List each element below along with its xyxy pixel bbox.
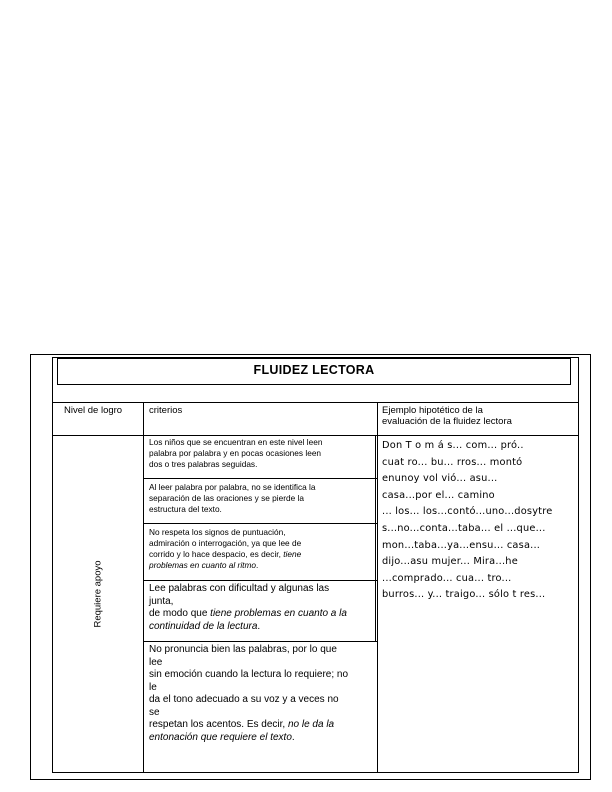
table-right-border (578, 357, 579, 773)
ejemplo-line: dijo...asu mujer... Mira...he (382, 556, 518, 568)
criterio-2-line-1: Al leer palabra por palabra, no se identifica la (149, 482, 316, 492)
criterio-3-line-4-end: . (256, 560, 259, 570)
criterio-4-line-3 (149, 608, 373, 621)
table-bottom-line (52, 772, 579, 773)
criterio-5-line-2: lee (149, 656, 163, 668)
ejemplo-line: s...no...conta...taba... el ...que... (382, 522, 546, 534)
column-divider-1 (143, 403, 144, 773)
criterio-3-line-3 (149, 549, 373, 560)
ejemplo-line: enunoy vol vió... asu... (382, 473, 498, 485)
criterio-3-line-1: No respeta los signos de puntuación, (149, 527, 286, 537)
criterio-2-line-2: separación de las oraciones y se pierde la (149, 493, 304, 503)
table-left-border (52, 357, 53, 773)
criteria-divider-3 (143, 580, 377, 581)
criterio-5-line-1: No pronuncia bien las palabras, por lo que (149, 644, 337, 655)
column-divider-2 (377, 403, 378, 773)
criterio-3-line-2: admiración o interrogación, ya que lee de (149, 538, 302, 548)
criterio-1-line-1: Los niños que se encuentran en este nivel leen (149, 437, 323, 447)
criterio-5-line-5: da el tono adecuado a su voz y a veces no (149, 694, 339, 705)
criterio-5-line-6: se (149, 706, 160, 718)
ejemplo-lectura (382, 438, 572, 604)
criterio-5-line-3: sin emoción cuando la lectura lo requiere; no (149, 669, 349, 680)
criterio-5-line-7-italic: no le da la (287, 719, 335, 730)
criterio-3 (149, 527, 373, 571)
criterio-5-line-8-italic: entonación que requiere el texto (149, 731, 292, 743)
criterio-4-line-4-italic: continuidad de la lectura (149, 620, 258, 632)
criterio-4 (149, 583, 373, 633)
ejemplo-line: cuat ro... bu... rros... montó (382, 456, 523, 468)
criterio-4-line-1: Lee palabras con dificultad y algunas las (149, 583, 330, 594)
criterio-4-line-3-italic: tiene problemas en cuanto a la (210, 608, 347, 619)
criterio-1-line-3: dos o tres palabras seguidas. (149, 459, 258, 469)
criterio-1 (149, 437, 373, 470)
criteria-divider-2 (143, 523, 377, 524)
criterio-2 (149, 482, 373, 515)
header-ejemplo-line-2: evaluación de la fluidez lectora (382, 416, 512, 427)
criteria-inner-right-line (375, 435, 376, 641)
criterio-3-line-4-italic: problemas en cuanto al ritmo (149, 560, 256, 570)
criterio-5-line-4: le (149, 681, 157, 693)
header-nivel-de-logro: Nivel de logro (64, 405, 123, 416)
ejemplo-line: mon...taba...ya...ensu... casa... (382, 539, 541, 551)
ejemplo-line: ... los... los...contó...uno...dosytre (382, 506, 553, 518)
criterio-3-line-3-text: corrido y lo hace despacio, es decir, (149, 549, 284, 559)
criterio-4-line-3-text: de modo que (149, 608, 211, 619)
level-requiere-apoyo: Requiere apoyo (92, 560, 104, 628)
header-ejemplo (382, 405, 512, 427)
ejemplo-line: Don T o m á s... com... pró.. (382, 440, 524, 451)
criterio-1-line-2: palabra por palabra y en pocas ocasiones leen (149, 448, 322, 458)
criterio-4-line-4-end: . (257, 620, 261, 632)
criterio-5-line-8-end: . (291, 731, 295, 743)
criterio-3-line-3-italic: tiene (283, 549, 302, 559)
criterio-2-line-3: estructura del texto. (149, 504, 222, 514)
criteria-divider-1 (143, 478, 377, 479)
criterio-5-line-8 (149, 732, 373, 745)
criterio-5-line-7 (149, 719, 373, 732)
criteria-divider-4 (143, 641, 377, 642)
header-bottom-line (52, 435, 579, 436)
criterio-5 (149, 644, 373, 744)
header-ejemplo-line-1: Ejemplo hipotético de la (382, 405, 483, 416)
criterio-5-line-7-text: respetan los acentos. Es decir, (149, 719, 288, 730)
criterio-4-line-4 (149, 621, 373, 634)
criterio-3-line-4 (149, 560, 373, 571)
ejemplo-line: burros... y... traigo... sólo t res... (382, 589, 546, 601)
header-criterios: criterios (149, 405, 183, 416)
ejemplo-line: casa...por el... camino (382, 489, 495, 501)
ejemplo-line: ...comprado... cua... tro... (382, 572, 512, 584)
table-title: FLUIDEZ LECTORA (57, 358, 571, 385)
criterio-4-line-2: junta, (149, 595, 174, 607)
